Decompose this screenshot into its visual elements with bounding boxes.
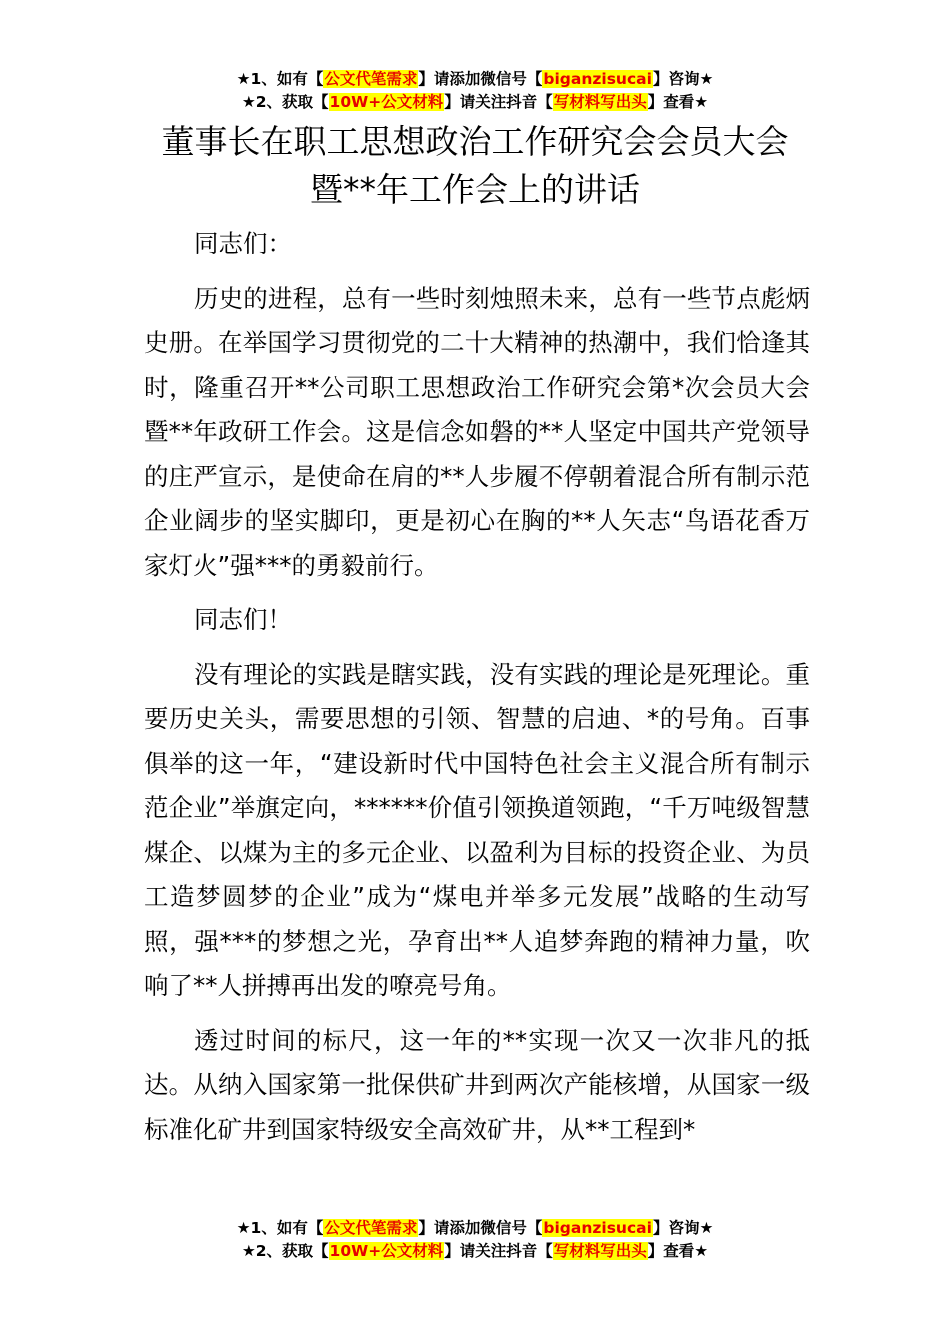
- paragraph: 没有理论的实践是瞎实践，没有实践的理论是死理论。重要历史关头，需要思想的引领、智慧的启迪、*的号角。百事俱举的这一年，“建设新时代中国特色社会主义混合所有制示范企业”举旗定向，******价值引领换道领跑，“千万吨级智慧煤企、以煤为主的多元企业、以盈利为目标的投资企业、为员工造梦圆梦的企业”成为“煤电并举多元发展”战略的生动写照，强***的梦想之光，孕育出**人追梦奔跑的精神力量，吹响了**人拼搏再出发的嘹亮号角。: [144, 659, 810, 1000]
- highlight-wechat-id: biganzisucai: [543, 1219, 652, 1237]
- highlight-douyin: 写材料写出头: [553, 1242, 647, 1260]
- document-title: [0, 118, 950, 214]
- banner-text: 】请关注抖音【: [444, 1242, 553, 1260]
- title-line-2: 暨**年工作会上的讲话: [310, 170, 640, 209]
- paragraph: 透过时间的标尺，这一年的**实现一次又一次非凡的抵达。从纳入国家第一批保供矿井到两次产能核增，从国家一级标准化矿井到国家特级安全高效矿井，从**工程到*: [144, 1025, 810, 1144]
- salutation: 同志们：: [194, 229, 292, 258]
- banner-text: ★1、如有【: [236, 70, 324, 88]
- footer-banner: [0, 1217, 950, 1263]
- header-banner: [0, 68, 950, 114]
- highlight-materials: 10W+公文材料: [329, 93, 444, 111]
- banner-text: ★1、如有【: [236, 1219, 324, 1237]
- banner-text: 】请关注抖音【: [444, 93, 553, 111]
- highlight-materials: 10W+公文材料: [329, 1242, 444, 1260]
- banner-line-2: [0, 1240, 950, 1263]
- banner-text: ★2、获取【: [241, 1242, 329, 1260]
- banner-text: 】请添加微信号【: [418, 1219, 543, 1237]
- banner-line-2: [0, 91, 950, 114]
- highlight-douyin: 写材料写出头: [553, 93, 647, 111]
- highlight-service: 公文代笔需求: [324, 1219, 418, 1237]
- paragraph: 历史的进程，总有一些时刻烛照未来，总有一些节点彪炳史册。在举国学习贯彻党的二十大精神的热潮中，我们恰逢其时，隆重召开**公司职工思想政治工作研究会第*次会员大会暨**年政研工作会。这是信念如磐的**人坚定中国共产党领导的庄严宣示，是使命在肩的**人步履不停朝着混合所有制示范企业阔步的坚实脚印，更是初心在胸的**人矢志“鸟语花香万家灯火”强***的勇毅前行。: [144, 283, 810, 580]
- banner-text: 】咨询★: [652, 1219, 714, 1237]
- banner-text: 】查看★: [647, 93, 709, 111]
- banner-text: 】查看★: [647, 1242, 709, 1260]
- banner-text: 】请添加微信号【: [418, 70, 543, 88]
- title-line-1: 董事长在职工思想政治工作研究会会员大会: [161, 122, 789, 161]
- document-body: [144, 222, 810, 1162]
- banner-text: ★2、获取【: [241, 93, 329, 111]
- banner-line-1: [0, 1217, 950, 1240]
- highlight-wechat-id: biganzisucai: [543, 70, 652, 88]
- highlight-service: 公文代笔需求: [324, 70, 418, 88]
- banner-text: 】咨询★: [652, 70, 714, 88]
- banner-line-1: [0, 68, 950, 91]
- salutation: 同志们！: [194, 605, 292, 634]
